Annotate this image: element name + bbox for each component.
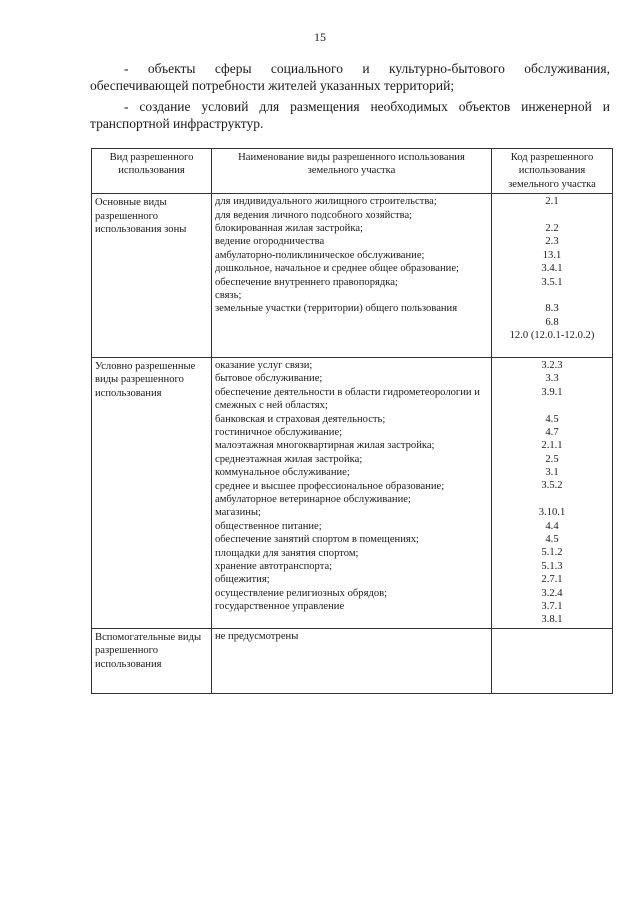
use-item: коммунальное обслуживание; — [215, 467, 350, 479]
code-item: 2.5 — [545, 453, 559, 465]
code-item: 3.5.2 — [541, 480, 563, 492]
use-item: амбулаторно-поликлиническое обслуживание; — [215, 249, 425, 261]
use-item: амбулаторное ветеринарное обслуживание; — [215, 494, 411, 506]
table-header — [92, 149, 613, 194]
header-use-code: Код разрешенного использования земельного участка — [492, 149, 613, 194]
use-item: для ведения личного подсобного хозяйства; — [215, 209, 413, 221]
intro-paragraph-2 — [90, 98, 610, 132]
use-item: малоэтажная многоквартирная жилая застройка; — [215, 440, 435, 452]
code-item: 2.1.1 — [541, 440, 563, 452]
use-item: хранение автотранспорта; — [215, 561, 333, 573]
intro-text-2: - создание условий для размещения необходимых объектов инженерной и транспортной инфраструктур. — [90, 99, 610, 131]
use-item: государственное управление — [215, 601, 345, 613]
use-list-cell — [212, 357, 492, 628]
use-item: площадки для занятия спортом; — [215, 547, 359, 559]
code-list-cell — [492, 194, 613, 358]
code-list-cell — [492, 628, 613, 693]
code-item: 3.1 — [545, 467, 559, 479]
intro-paragraph-1 — [90, 60, 610, 94]
code-item: 5.1.2 — [541, 547, 563, 559]
code-item: 2.2 — [545, 223, 559, 235]
use-item: обеспечение занятий спортом в помещениях; — [215, 534, 419, 546]
table-row — [92, 194, 613, 358]
table-row — [92, 628, 613, 693]
group-name-cell: Условно разрешенные виды разрешенного использования — [92, 357, 212, 628]
intro-text-1: - объекты сферы социального и культурно-бытового обслуживания, обеспечивающей потребности жителей указанных территорий; — [90, 61, 610, 93]
code-item: 3.10.1 — [538, 507, 566, 519]
header-row — [92, 149, 613, 194]
code-item: 2.7.1 — [541, 574, 563, 586]
use-item: среднеэтажная жилая застройка; — [215, 453, 363, 465]
use-item: ведение огородничества — [215, 236, 325, 248]
code-item: 3.5.1 — [541, 276, 563, 288]
use-item: магазины; — [215, 507, 261, 519]
use-item: обеспечение деятельности в области гидрометеорологии и смежных с ней областях; — [215, 386, 480, 412]
code-item — [495, 630, 609, 643]
code-item: 3.2.4 — [541, 587, 563, 599]
use-list-cell — [212, 194, 492, 358]
table-body — [92, 194, 613, 694]
code-item: 3.8.1 — [541, 614, 563, 626]
code-item: 3.2.3 — [541, 359, 563, 371]
code-item: 2.1 — [545, 196, 559, 208]
code-item: 4.4 — [545, 520, 559, 532]
use-item: банковская и страховая деятельность; — [215, 413, 386, 425]
code-item: 3.4.1 — [541, 263, 563, 275]
code-item: 3.9.1 — [541, 386, 563, 398]
use-item: земельные участки (территории) общего пользования — [215, 303, 458, 315]
code-item: 13.1 — [542, 249, 562, 261]
use-item: оказание услуг связи; — [215, 359, 313, 371]
code-item: 8.3 — [545, 303, 559, 315]
code-item: 3.7.1 — [541, 601, 563, 613]
code-item: 4.5 — [545, 534, 559, 546]
use-item: гостиничное обслуживание; — [215, 426, 343, 438]
group-name-cell: Вспомогательные виды разрешенного использования — [92, 628, 212, 693]
header-use-type: Вид разрешенного использования — [92, 149, 212, 194]
code-item: 12.0 (12.0.1-12.0.2) — [509, 330, 595, 342]
use-item: блокированная жилая застройка; — [215, 223, 363, 235]
table-row — [92, 357, 613, 628]
use-item: дошкольное, начальное и среднее общее образование; — [215, 263, 459, 275]
code-item: 6.8 — [545, 316, 559, 328]
group-name-cell: Основные виды разрешенного использования зоны — [92, 194, 212, 358]
use-item: не предусмотрены — [215, 630, 299, 642]
use-list-cell — [212, 628, 492, 693]
use-item: общежития; — [215, 574, 270, 586]
code-item: 3.3 — [545, 373, 559, 385]
use-item: осуществление религиозных обрядов; — [215, 587, 388, 599]
page-number: 15 — [314, 30, 326, 44]
code-list-cell — [492, 357, 613, 628]
use-item: общественное питание; — [215, 520, 322, 532]
use-item: связь; — [215, 290, 242, 302]
code-item: 4.5 — [545, 413, 559, 425]
use-item: среднее и высшее профессиональное образование; — [215, 480, 445, 492]
use-item: обеспечение внутреннего правопорядка; — [215, 276, 398, 288]
code-item: 5.1.3 — [541, 560, 563, 572]
use-item: для индивидуального жилищного строительства; — [215, 196, 437, 208]
code-item: 4.7 — [545, 426, 559, 438]
use-item: бытовое обслуживание; — [215, 373, 323, 385]
code-item: 2.3 — [545, 236, 559, 248]
header-use-name: Наименование виды разрешенного использования земельного участка — [212, 149, 492, 194]
zoning-table — [91, 148, 613, 694]
